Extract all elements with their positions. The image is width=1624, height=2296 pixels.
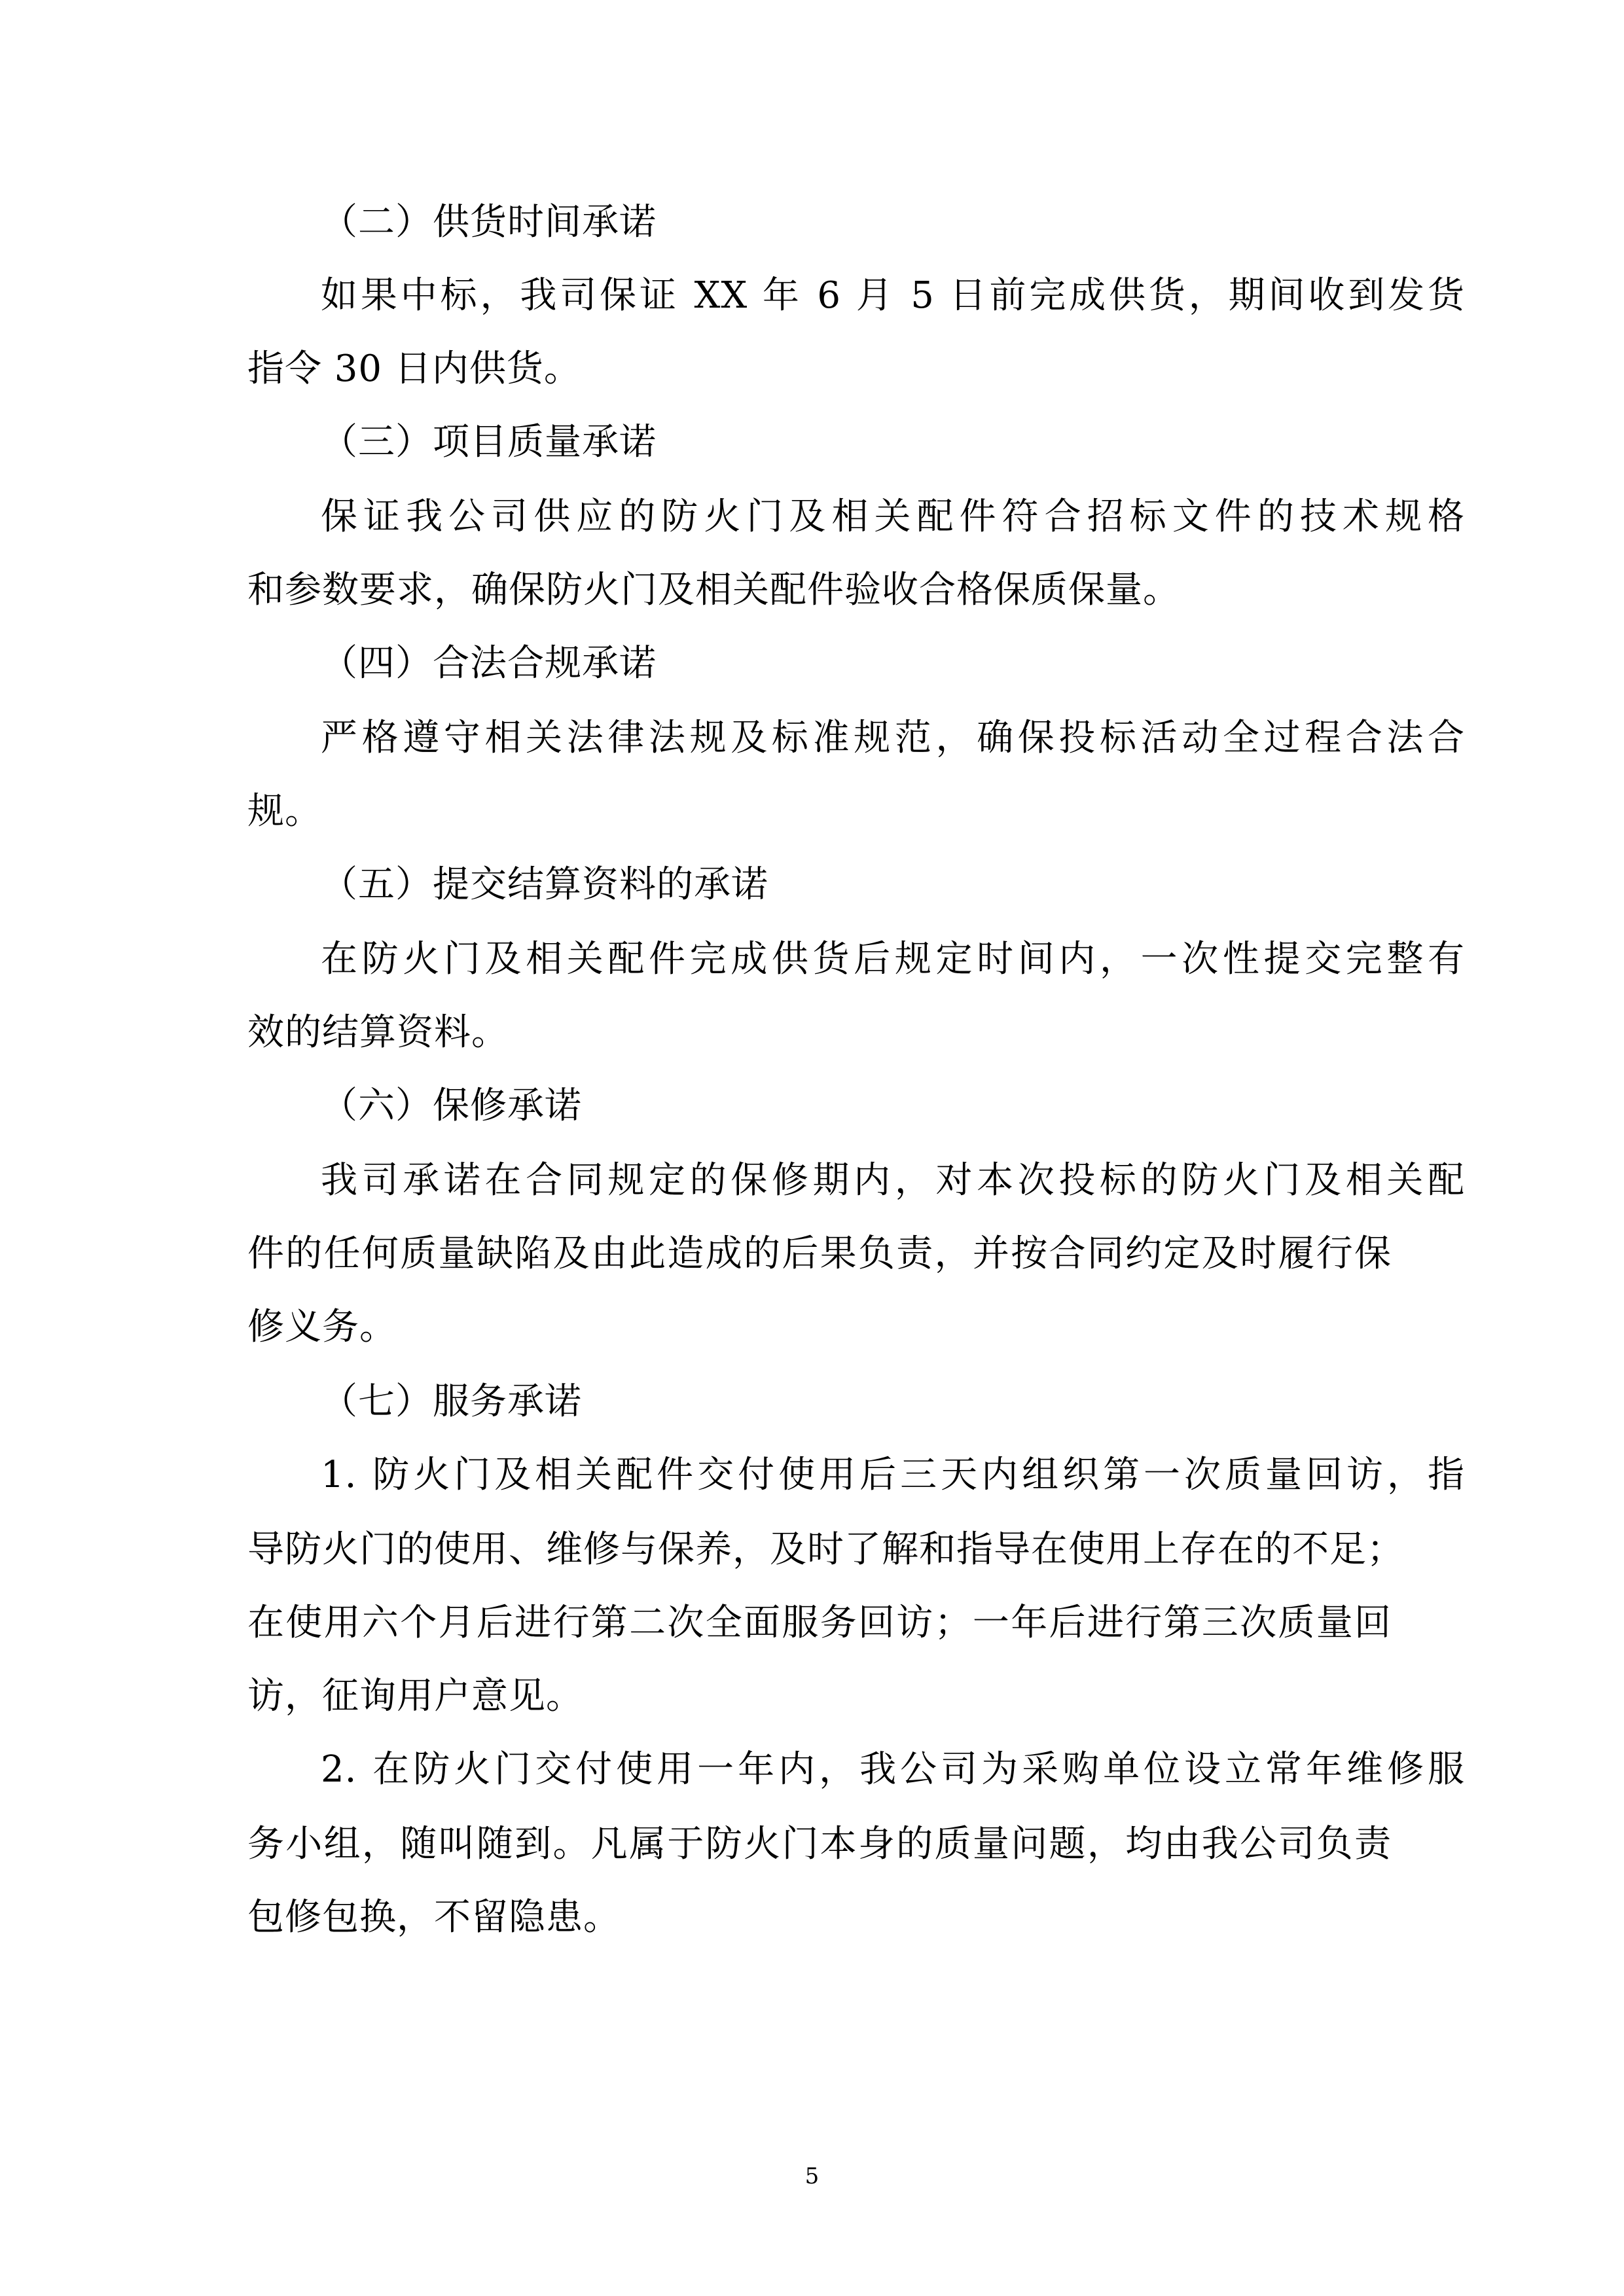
paragraph-service-2-line-1: 2. 在防火门交付使用一年内，我公司为采购单位设立常年维修服 [321,1748,1465,1791]
heading-delivery-time: （二）供货时间承诺 [321,201,657,243]
paragraph-service-2-line-2: 务小组，随叫随到。凡属于防火门本身的质量问题，均由我公司负责 [247,1823,1392,1865]
paragraph-warranty-line-3: 修义务。 [247,1306,397,1348]
paragraph-warranty-line-1: 我司承诺在合同规定的保修期内，对本次投标的防火门及相关配 [321,1159,1465,1202]
paragraph-service-1-line-2: 导防火门的使用、维修与保养，及时了解和指导在使用上存在的不足； [247,1528,1404,1571]
heading-compliance: （四）合法合规承诺 [321,642,657,685]
paragraph-quality-line-2: 和参数要求，确保防火门及相关配件验收合格保质保量。 [247,569,1180,611]
heading-warranty: （六）保修承诺 [321,1085,582,1127]
paragraph-service-1-line-4: 访，征询用户意见。 [247,1675,583,1717]
paragraph-compliance-line-2: 规。 [247,790,322,833]
paragraph-delivery-time-line-1: 如果中标，我司保证 XX 年 6 月 5 日前完成供货，期间收到发货 [321,274,1465,317]
paragraph-service-1-line-3: 在使用六个月后进行第二次全面服务回访；一年后进行第三次质量回 [247,1602,1392,1644]
paragraph-settlement-line-1: 在防火门及相关配件完成供货后规定时间内，一次性提交完整有 [321,938,1465,980]
paragraph-warranty-line-2: 件的任何质量缺陷及由此造成的后果负责，并按合同约定及时履行保 [247,1232,1392,1275]
heading-service: （七）服务承诺 [321,1380,582,1423]
page-number: 5 [804,2163,820,2189]
paragraph-quality-line-1: 保证我公司供应的防火门及相关配件符合招标文件的技术规格 [321,495,1465,538]
paragraph-settlement-line-2: 效的结算资料。 [247,1011,509,1054]
paragraph-service-2-line-3: 包修包换，不留隐患。 [247,1896,621,1939]
paragraph-compliance-line-1: 严格遵守相关法律法规及标准规范，确保投标活动全过程合法合 [321,717,1465,759]
heading-settlement: （五）提交结算资料的承诺 [321,863,768,906]
paragraph-delivery-time-line-2: 指令 30 日内供货。 [247,348,581,390]
heading-quality: （三）项目质量承诺 [321,421,657,463]
paragraph-service-1-line-1: 1. 防火门及相关配件交付使用后三天内组织第一次质量回访，指 [321,1454,1465,1496]
